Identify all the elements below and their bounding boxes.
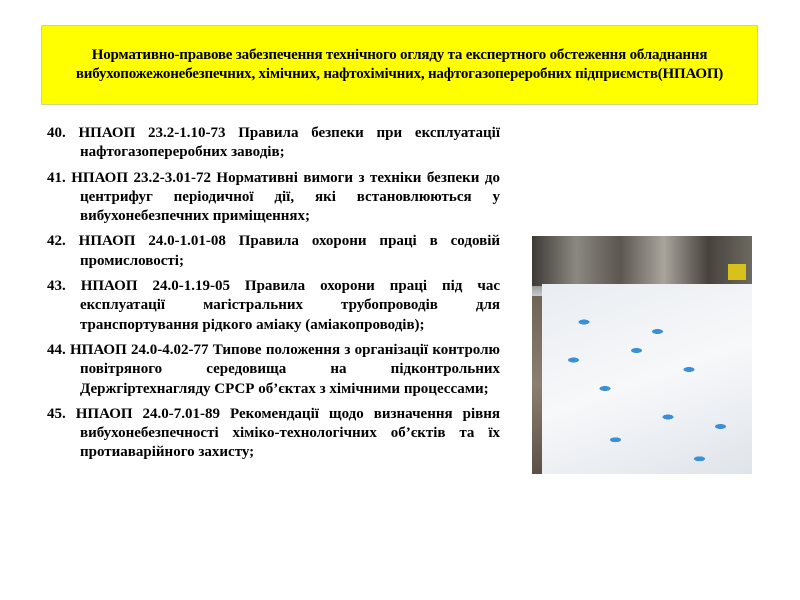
factory-building <box>532 236 752 286</box>
white-bags-rows <box>542 284 752 474</box>
list-item: 44. НПАОП 24.0-4.02-77 Типове положення з організації контролю повітряного середовища на підконтрольних Держгіртехнагляду СРСР об’єктах з хімічними процессами; <box>47 341 500 397</box>
slide-title: Нормативно-правове забезпечення технічного огляду та експертного обстеження обладнання вибухопожежонебезпечних, хімічних, нафтохімічних, нафтогазопереробних підприємств(НПАОП) <box>75 46 724 82</box>
list-item: 45. НПАОП 24.0-7.01-89 Рекомендації щодо визначення рівня вибухонебезпечності хіміко-технологічних об’єктів та їх протиаварійного захисту; <box>47 405 500 461</box>
list-item: 41. НПАОП 23.2-3.01-72 Нормативні вимоги з техніки безпеки до центрифуг періодичної дії, які встановлюються у вибухонебезпечних приміщеннях; <box>47 169 500 225</box>
list-item: 42. НПАОП 24.0-1.01-08 Правила охорони праці в содовій промисловості; <box>47 233 500 269</box>
chemical-bags-photo <box>532 236 752 474</box>
list-item: 40. НПАОП 23.2-1.10-73 Правила безпеки при експлуатації нафтогазопереробних заводів; <box>47 125 500 161</box>
yellow-crane <box>728 264 746 280</box>
slide-title-box <box>41 25 758 105</box>
regulation-list <box>47 124 500 469</box>
list-item: 43. НПАОП 24.0-1.19-05 Правила охорони праці під час експлуатації магістральних трубопроводів для транспортування рідкого аміаку (аміакопроводів); <box>47 278 500 333</box>
